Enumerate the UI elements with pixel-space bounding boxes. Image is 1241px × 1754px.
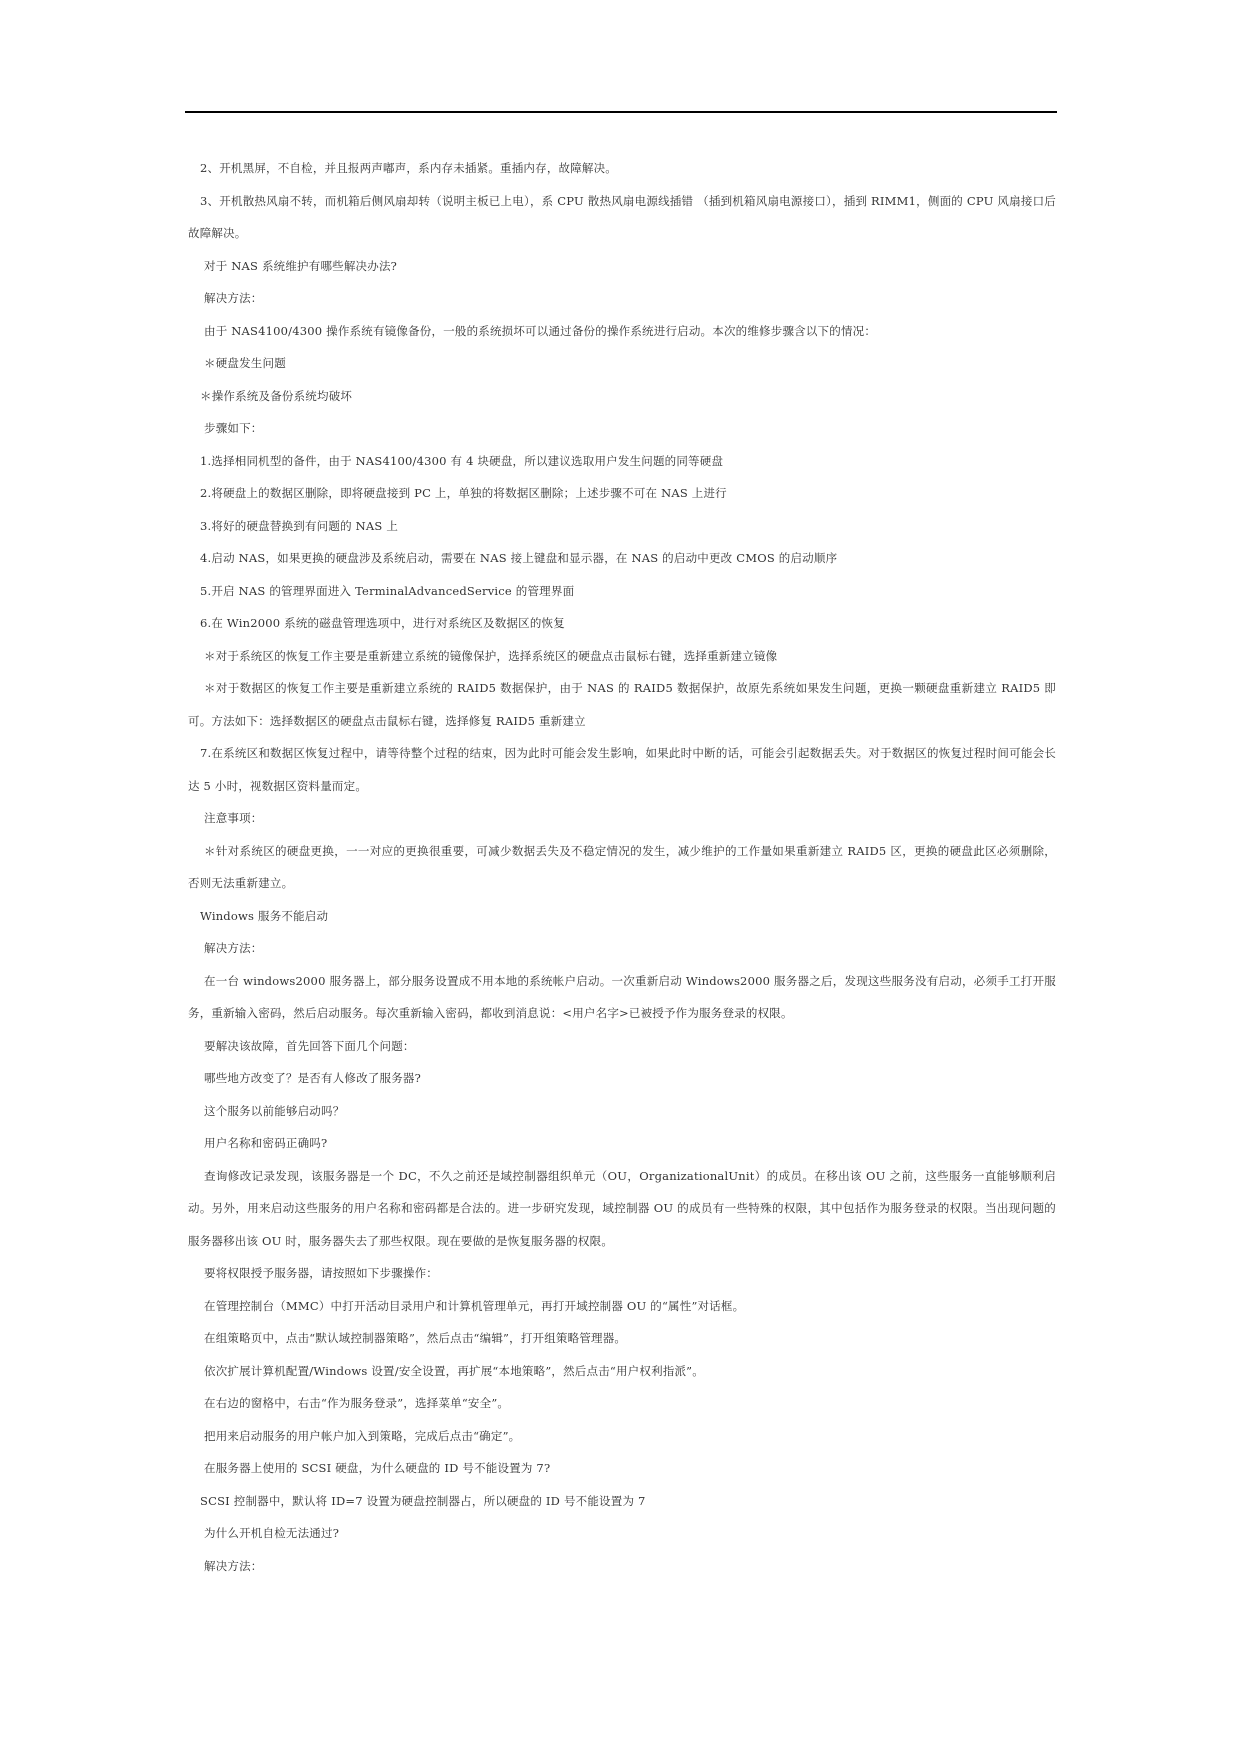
paragraph: 由于 NAS4100/4300 操作系统有镜像备份，一般的系统损坏可以通过备份的操作系统进行启动。本次的维修步骤含以下的情况： (204, 323, 877, 338)
paragraph: ＊针对系统区的硬盘更换，一一对应的更换很重要，可减少数据丢失及不稳定情况的发生，减少维护的工作量如果重新建立 RAID5 区，更换的硬盘此区必须删除，否则无法重新建立。 (188, 843, 1056, 890)
paragraph: 要解决该故障，首先回答下面几个问题： (204, 1038, 415, 1053)
paragraph: 2.将硬盘上的数据区删除，即将硬盘接到 PC 上，单独的将数据区删除；上述步骤不可在 NAS 上进行 (200, 486, 727, 500)
paragraph: 这个服务以前能够启动吗？ (204, 1103, 345, 1118)
paragraph: ＊操作系统及备份系统均破坏 (200, 388, 353, 403)
paragraph: SCSI 控制器中，默认将 ID=7 设置为硬盘控制器占，所以硬盘的 ID 号不能设置为 7 (200, 1493, 646, 1508)
paragraph: 查询修改记录发现，该服务器是一个 DC，不久之前还是域控制器组织单元（OU，OrganizationalUnit）的成员。在移出该 OU 之前，这些服务一直能够顺利启动。另外，用来启动这些服务的用户名称和密码都是合法的。进一步研究发现，域控制器 OU 的成员有一些特殊的权限，其中包括作为服务登录的权限。当出现问题的服务器移出该 OU 时，服务器失去了那些权限。现在要做的是恢复服务器的权限。 (188, 1168, 1056, 1248)
paragraph: 步骤如下： (204, 421, 263, 435)
paragraph: Windows 服务不能启动 (200, 908, 329, 923)
paragraph: 1.选择相同机型的备件，由于 NAS4100/4300 有 4 块硬盘，所以建议选取用户发生问题的同等硬盘 (200, 453, 724, 468)
paragraph: 在右边的窗格中，右击“作为服务登录”，选择菜单“安全”。 (204, 1396, 510, 1410)
paragraph: 在管理控制台（MMC）中打开活动目录用户和计算机管理单元，再打开域控制器 OU 的“属性”对话框。 (204, 1298, 745, 1313)
paragraph: 6.在 Win2000 系统的磁盘管理选项中，进行对系统区及数据区的恢复 (200, 616, 565, 630)
paragraph: ＊对于数据区的恢复工作主要是重新建立系统的 RAID5 数据保护，由于 NAS 的 RAID5 数据保护，故原先系统如果发生问题，更换一颗硬盘重新建立 RAID5 即可。方法如下：选择数据区的硬盘点击鼠标右键，选择修复 RAID5 重新建立 (188, 681, 1056, 728)
document-body (188, 152, 1056, 1582)
header-rule (185, 111, 1057, 113)
paragraph: 在服务器上使用的 SCSI 硬盘，为什么硬盘的 ID 号不能设置为 7? (204, 1461, 551, 1475)
paragraph: 为什么开机自检无法通过? (204, 1526, 340, 1540)
paragraph: 在组策略页中，点击“默认域控制器策略”，然后点击“编辑”，打开组策略管理器。 (204, 1331, 627, 1345)
paragraph: 2、开机黑屏，不自检，并且报两声嘟声，系内存未插紧。重插内存，故障解决。 (200, 161, 618, 175)
paragraph: 解决方法： (204, 941, 263, 955)
paragraph: 4.启动 NAS，如果更换的硬盘涉及系统启动，需要在 NAS 接上键盘和显示器，在 NAS 的启动中更改 CMOS 的启动顺序 (200, 551, 838, 565)
paragraph: 3.将好的硬盘替换到有问题的 NAS 上 (200, 518, 399, 533)
paragraph: 7.在系统区和数据区恢复过程中，请等待整个过程的结束，因为此时可能会发生影响，如果此时中断的话，可能会引起数据丢失。对于数据区的恢复过程时间可能会长达 5 小时，视数据区资料量而定。 (188, 746, 1056, 793)
paragraph: 在一台 windows2000 服务器上，部分服务设置成不用本地的系统帐户启动。一次重新启动 Windows2000 服务器之后，发现这些服务没有启动，必须手工打开服务，重新输入密码，然后启动服务。每次重新输入密码，都收到消息说：<用户名字>已被授予作为服务登录的权限。 (188, 973, 1056, 1020)
paragraph: ＊对于系统区的恢复工作主要是重新建立系统的镜像保护，选择系统区的硬盘点击鼠标右键，选择重新建立镜像 (204, 648, 778, 663)
paragraph: 解决方法： (204, 1558, 263, 1573)
paragraph: 要将权限授予服务器，请按照如下步骤操作： (204, 1266, 438, 1280)
paragraph: 解决方法： (204, 291, 263, 305)
paragraph: 3、开机散热风扇不转，而机箱后侧风扇却转（说明主板已上电），系 CPU 散热风扇电源线插错 （插到机箱风扇电源接口），插到 RIMM1，侧面的 CPU 风扇接口后故障解决。 (188, 193, 1056, 240)
paragraph: 把用来启动服务的用户帐户加入到策略，完成后点击“确定”。 (204, 1428, 521, 1443)
paragraph: 用户名称和密码正确吗? (204, 1136, 328, 1150)
paragraph: 依次扩展计算机配置/Windows 设置/安全设置，再扩展“本地策略”，然后点击“用户权利指派”。 (204, 1363, 704, 1378)
paragraph: 对于 NAS 系统维护有哪些解决办法? (204, 258, 398, 273)
paragraph: ＊硬盘发生问题 (204, 356, 286, 370)
paragraph: 注意事项： (204, 811, 263, 825)
paragraph: 哪些地方改变了？是否有人修改了服务器? (204, 1071, 421, 1085)
paragraph: 5.开启 NAS 的管理界面进入 TerminalAdvancedService 的管理界面 (200, 583, 575, 598)
